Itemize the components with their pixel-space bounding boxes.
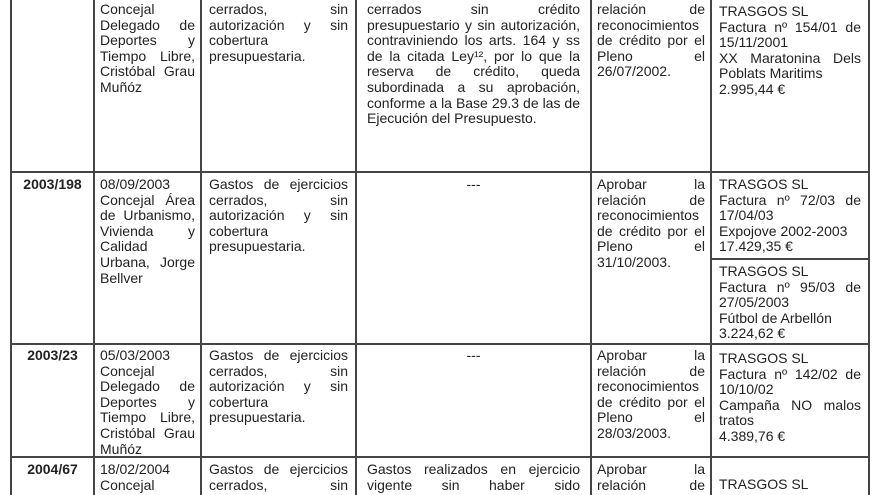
invoices-cell bbox=[712, 173, 870, 343]
invoice-company: TRASGOS SL bbox=[719, 476, 809, 492]
invoice-company: TRASGOS SL bbox=[719, 350, 809, 366]
invoice-number: Factura nº 95/03 de 27/05/2003 bbox=[719, 278, 861, 311]
invoice-block bbox=[712, 348, 868, 445]
date-official-cell: Concejal Delegado de Deportes y Tiempo Libre, Cristóbal Grau Muñóz bbox=[95, 0, 202, 171]
invoice-amount: 2.995,44 € bbox=[719, 80, 786, 97]
invoice-block bbox=[712, 173, 868, 260]
case-id-cell: 2003/23 bbox=[10, 345, 95, 456]
invoice-amount: 4.389,76 € bbox=[719, 427, 786, 444]
expense-type-cell: Gastos de ejercicios cerrados, sin autorización y sin cobertura presupuestaria. bbox=[202, 173, 357, 343]
invoice-number: Factura nº 72/03 de 17/04/03 bbox=[719, 191, 861, 224]
invoice-company: TRASGOS SL bbox=[719, 3, 809, 19]
expense-detail-cell: cerrados sin crédito presupuestario y sin autorización, contraviniendo los arts. 164 y ss de la citada Ley¹², por lo que la reserva de crédito, queda subordinada a su aprobación, conforme a la Base 29.3 de las de Ejecución del Presupuesto. bbox=[357, 0, 592, 171]
invoice-concept: Campaña NO malos tratos bbox=[719, 396, 861, 429]
agreement-cell: Aprobar la relación de bbox=[592, 458, 712, 495]
invoices-cell bbox=[712, 0, 870, 171]
table-row bbox=[10, 0, 870, 173]
invoices-cell bbox=[712, 345, 870, 456]
invoice-concept: Fútbol de Arbellón bbox=[719, 309, 832, 326]
case-id-cell: 2004/67 bbox=[10, 458, 95, 495]
case-id-cell bbox=[10, 0, 95, 171]
agreement-cell: Aprobar la relación de reconocimientos de crédito por el Pleno el 31/10/2003. bbox=[592, 173, 712, 343]
date-official-cell: 05/03/2003 Concejal Delegado de Deportes y Tiempo Libre, Cristóbal Grau Muñóz bbox=[95, 345, 202, 456]
expense-type-cell: Gastos de ejercicios cerrados, sin autorización y sin cobertura presupuestaria. bbox=[202, 345, 357, 456]
invoice-company: TRASGOS SL bbox=[719, 176, 809, 192]
table-row bbox=[10, 173, 870, 345]
expense-type-cell: cerrados, sin autorización y sin cobertura presupuestaria. bbox=[202, 0, 357, 171]
invoice-number: Factura nº 142/02 de 10/10/02 bbox=[719, 365, 861, 398]
table-row bbox=[10, 345, 870, 458]
expense-detail-cell: --- bbox=[357, 345, 592, 456]
agreement-cell: relación de reconocimientos de crédito por el Pleno el 26/07/2002. bbox=[592, 0, 712, 171]
expense-detail-cell: Gastos realizados en ejercicio vigente sin haber sido bbox=[357, 458, 592, 495]
expedientes-table bbox=[10, 0, 870, 495]
invoice-amount: 17.429,35 € bbox=[719, 238, 793, 255]
invoice-concept: Expojove 2002-2003 bbox=[719, 222, 848, 239]
invoice-block bbox=[712, 260, 868, 343]
expense-type-cell: Gastos de ejercicios cerrados, sin bbox=[202, 458, 357, 495]
case-id-cell: 2003/198 bbox=[10, 173, 95, 343]
invoices-cell bbox=[712, 458, 870, 495]
date-official-cell: 08/09/2003 Concejal Área de Urbanismo, Vivienda y Calidad Urbana, Jorge Bellver bbox=[95, 173, 202, 343]
invoice-block bbox=[712, 458, 868, 493]
agreement-cell: Aprobar la relación de reconocimientos de crédito por el Pleno el 28/03/2003. bbox=[592, 345, 712, 456]
invoice-amount: 3.224,62 € bbox=[719, 325, 786, 342]
invoice-block bbox=[712, 2, 868, 98]
invoice-number: Factura nº 154/01 de 15/11/2001 bbox=[719, 18, 861, 51]
date-official-cell: 18/02/2004 Concejal bbox=[95, 458, 202, 495]
invoice-company: TRASGOS SL bbox=[719, 263, 809, 279]
expense-detail-cell: --- bbox=[357, 173, 592, 343]
table-row bbox=[10, 458, 870, 495]
invoice-concept: XX Maratonina Dels Poblats Maritims bbox=[719, 49, 861, 82]
